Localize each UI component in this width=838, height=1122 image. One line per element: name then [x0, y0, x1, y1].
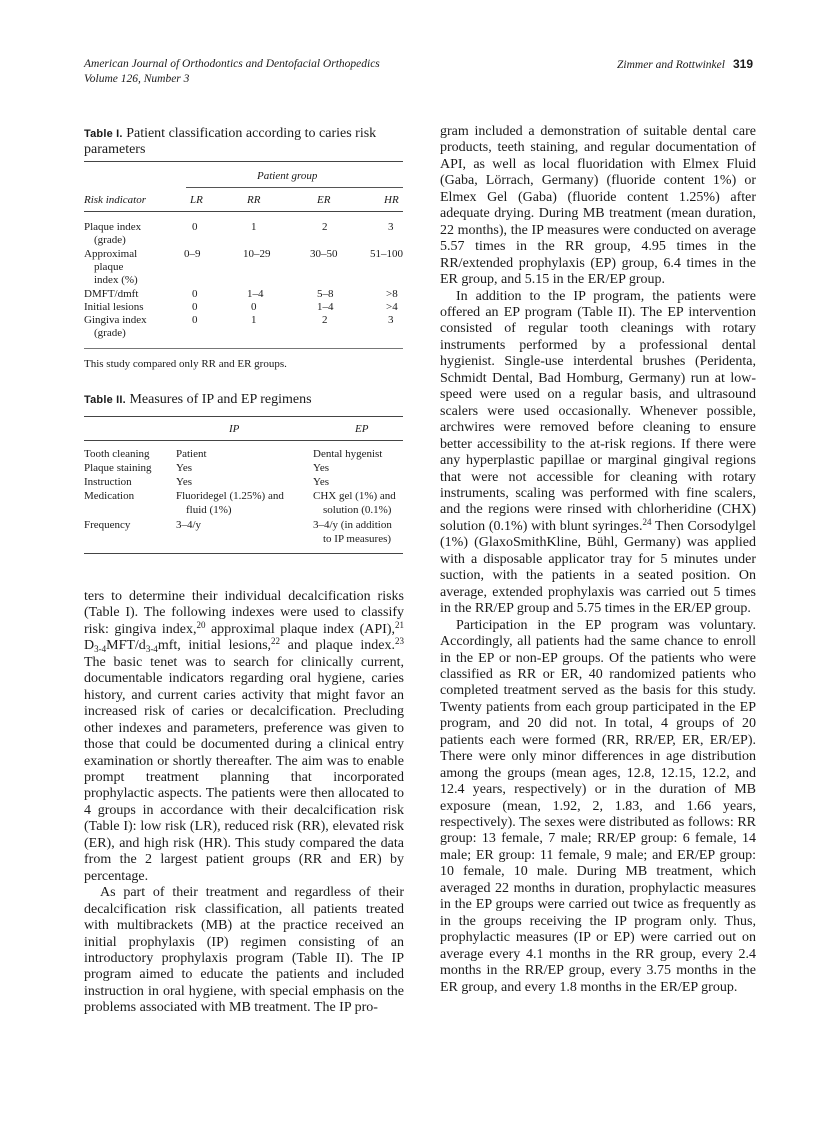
paragraph: As part of their treatment and regardless of their decalcification risk classification, all patients treated with multibrackets (MB) at the practice received an initial prophylaxis (IP) regimen consisting of an introductory prophylaxis program (Table II). The IP program aimed to educate the patients and included instruction in oral hygiene, with special emphasis on the problems associated with MB treatment. The IP pro- [84, 885, 404, 1016]
cell-ip: Fluoridegel (1.25%) and [176, 490, 284, 502]
text: and plaque index. [280, 638, 395, 654]
journal-volume: Volume 126, Number 3 [84, 73, 190, 85]
table2-header-rule [84, 440, 403, 441]
row-indicator-unit: index (%) [94, 274, 138, 286]
table2-label: Table II. [84, 394, 126, 406]
text: mft, initial lesions, [157, 638, 272, 654]
cell-ep: Yes [313, 462, 330, 474]
cell-ip: Patient [176, 448, 207, 460]
table1-bottom-rule [84, 348, 403, 349]
row-indicator-unit: (grade) [94, 327, 126, 339]
cell-ep: 3–4/y (in addition [313, 519, 392, 531]
text: ters to determine their individual decalcification risks (Table I). The following indexes were used to classify risk: gingiva index, [84, 589, 404, 637]
running-header-left [84, 57, 380, 87]
table1-header-rule [84, 211, 403, 212]
cell-hr: >8 [386, 288, 398, 300]
cell-lr: 0 [192, 301, 198, 313]
cell-er: 2 [322, 221, 328, 233]
row-indicator: Initial lesions [84, 301, 144, 313]
row-measure: Frequency [84, 519, 131, 531]
cell-er: 5–8 [317, 288, 334, 300]
row-indicator: Gingiva index [84, 314, 147, 326]
cell-lr: 0 [192, 288, 198, 300]
text: The basic tenet was to search for clinically current, documentable indicators regarding oral hygiene, caries history, and current caries activity that might favor an increased risk of caries or decalcification. Precluding other indexes and parameters, preference was given to those that could be documented during a clinical entry examination or shortly thereafter. The aim was to enable prompt treatment planning that incorporated prophylactic aspects. The patients were then allocated to 4 groups in accordance with their decalcification risk (Table I): low risk (LR), reduced risk (RR), elevated risk (ER), and high risk (HR). This study compared the data from the 2 largest patient groups (RR and ER) by percentage. [84, 654, 404, 884]
table1 [84, 160, 403, 360]
paragraph [84, 589, 404, 885]
row-measure: Medication [84, 490, 135, 502]
table1-top-rule [84, 161, 403, 162]
cell-ep: Dental hygenist [313, 448, 383, 460]
cell-er: 1–4 [317, 301, 334, 313]
citation-ref[interactable]: 21 [395, 619, 404, 630]
cell-ep-cont: solution (0.1%) [323, 504, 392, 516]
table1-col-er: ER [317, 194, 331, 206]
paragraph [440, 289, 756, 618]
table1-col-hr: HR [384, 194, 399, 206]
row-indicator: Approximal [84, 248, 138, 260]
text: Then Corsodylgel (1%) (GlaxoSmithKline, Bühl, Germany) was applied with a disposable applicator tray for 5 minutes under suction, with the patients in a seated position. On average, extended prophylaxis was carried out 5 times in the RR/EP group and 5.75 times in the ER/EP group. [440, 518, 756, 617]
cell-hr: 3 [388, 314, 394, 326]
table1-footnote: This study compared only RR and ER groups. [84, 358, 287, 370]
citation-ref[interactable]: 23 [395, 636, 404, 647]
table1-caption [84, 126, 404, 158]
row-measure: Tooth cleaning [84, 448, 150, 460]
text: D [84, 638, 95, 654]
cell-rr: 0 [251, 301, 257, 313]
row-indicator-unit: (grade) [94, 234, 126, 246]
citation-ref[interactable]: 20 [196, 619, 206, 630]
cell-ep: CHX gel (1%) and [313, 490, 396, 502]
row-indicator-cont: plaque [94, 261, 124, 273]
citation-ref[interactable]: 24 [642, 516, 652, 527]
author-names: Zimmer and Rottwinkel [617, 59, 725, 71]
cell-hr: >4 [386, 301, 398, 313]
table1-title: Patient classification according to caries risk parameters [84, 126, 377, 157]
cell-lr: 0 [192, 221, 198, 233]
cell-rr: 1–4 [247, 288, 264, 300]
subscript: 3-4 [145, 644, 158, 655]
citation-ref[interactable]: 22 [271, 636, 281, 647]
table1-group-rule [186, 187, 403, 188]
cell-ip: Yes [176, 476, 193, 488]
table2-top-rule [84, 416, 403, 417]
table2-col-ip: IP [229, 423, 240, 435]
journal-name: American Journal of Orthodontics and Dentofacial Orthopedics [84, 58, 380, 70]
table2-col-ep: EP [355, 423, 369, 435]
table1-col-lr: LR [190, 194, 203, 206]
cell-rr: 10–29 [243, 248, 271, 260]
cell-hr: 51–100 [370, 248, 403, 260]
cell-er: 30–50 [310, 248, 338, 260]
row-measure: Plaque staining [84, 462, 152, 474]
cell-ip: 3–4/y [176, 519, 202, 531]
paragraph: Participation in the EP program was voluntary. Accordingly, all patients had the same chance to enroll in the EP or non-EP groups. Of the patients who were classified as RR or ER, 40 randomized patients who completed treatment served as the basis for this study. Twenty patients from each group participated in the EP program, and 20 did not. In total, 4 groups of 20 patients each were formed (RR, RR/EP, ER, ER/EP). There were only minor differences in age distribution among the groups (mean ages, 12.8, 12.15, 12.2, and 12.4 years, respectively) or in the duration of MB exposure (mean, 1.92, 2, 1.83, and 1.66 years, respectively). The sexes were distributed as follows: RR group: 13 female, 7 male; RR/EP group: 6 female, 14 male; ER group: 11 female, 9 male; and ER/EP group: 10 female, 10 male. During MB treatment, which averaged 22 months in duration, prophylactic measures in the EP groups were carried out twice as frequently as in the groups receiving the IP program only. Thus, prophylactic measures (IP or EP) were carried out on average every 4.1 months in the RR group, every 2.4 months in the RR/EP group, every 3.75 months in the ER group, and every 1.8 months in the ER/EP group. [440, 617, 756, 995]
cell-ip: Yes [176, 462, 193, 474]
table2 [84, 415, 403, 560]
text: approximal plaque index (API), [205, 621, 395, 637]
cell-rr: 1 [251, 221, 257, 233]
cell-lr: 0 [192, 314, 198, 326]
cell-ep: Yes [313, 476, 330, 488]
paragraph: gram included a demonstration of suitable dental care products, teeth staining, and regular documentation of API, as well as local fluoridation with Elmex Fluid (Gaba, Lörrach, Germany) (fluoride content 1%) or Elmex Gel (Gaba) (fluoride content 1.25%) after adequate drying. During MB treatment (mean duration, 22 months), the IP measures were conducted on average 5.57 times in the RR group, 4.95 times in the RR/extended prophylaxis (EP) group, 6.4 times in the ER group, and 5.15 in the ER/EP group. [440, 124, 756, 288]
cell-er: 2 [322, 314, 328, 326]
cell-lr: 0–9 [184, 248, 201, 260]
table2-title: Measures of IP and EP regimens [129, 392, 312, 407]
table1-label: Table I. [84, 128, 123, 140]
text: In addition to the IP program, the patients were offered an EP program (Table II). The EP intervention consisted of regular tooth cleanings with rotary instruments performed by a professional dental hygienist. Single-use interdental brushes (Peridenta, Schmidt Dental, Bad Homburg, Germany) run at low-speed were used on a regular basis, and ultrasound scalers were used occasionally. Whenever possible, archwires were removed before cleaning to ensure better accessibility to the at-risk regions. If there were any hyperplastic papillae or marginal gingival regions that were not accessible for cleaning with rotary instruments, scaling was performed with fine scalers, and the regions were rinsed with chlorheridine (CHX) solution (0.1%) with blunt syringes. [440, 288, 756, 534]
left-column-text [84, 589, 404, 1017]
cell-ep-cont: to IP measures) [323, 533, 392, 545]
cell-hr: 3 [388, 221, 394, 233]
table1-col-rr: RR [247, 194, 261, 206]
table1-col-indicator: Risk indicator [84, 194, 147, 206]
cell-rr: 1 [251, 314, 257, 326]
page-number: 319 [732, 57, 753, 71]
table2-bottom-rule [84, 553, 403, 554]
row-measure: Instruction [84, 476, 132, 488]
subscript: 3-4 [94, 644, 107, 655]
row-indicator: Plaque index [84, 221, 142, 233]
row-indicator: DMFT/dmft [84, 288, 139, 300]
text: MFT/d [106, 638, 146, 654]
table2-caption [84, 392, 404, 408]
right-column-text [440, 124, 756, 996]
table1-group-header: Patient group [257, 170, 318, 182]
cell-ip-cont: fluid (1%) [186, 504, 232, 516]
running-header-right [617, 57, 753, 71]
